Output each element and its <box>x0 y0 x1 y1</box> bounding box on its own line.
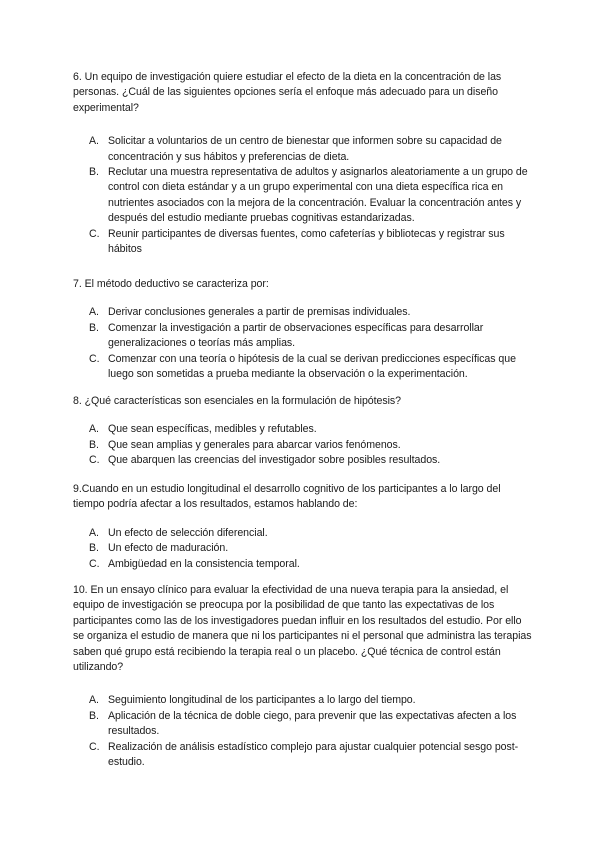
options-list <box>73 693 533 770</box>
option-text: Que sean amplias y generales para abarcar varios fenómenos. <box>108 438 401 451</box>
option-b <box>73 709 533 740</box>
question-stem: 7. El método deductivo se caracteriza por: <box>73 278 269 290</box>
option-c <box>73 227 533 258</box>
option-letter: C. <box>89 557 100 570</box>
option-b <box>73 438 533 453</box>
option-letter: A. <box>89 526 99 539</box>
option-text: Un efecto de selección diferencial. <box>108 526 268 539</box>
option-b <box>73 541 533 556</box>
option-text: Aplicación de la técnica de doble ciego, para prevenir que las expectativas afecten a los resultados. <box>108 709 517 738</box>
option-text: Que sean específicas, medibles y refutables. <box>108 423 317 436</box>
option-letter: C. <box>89 454 100 467</box>
option-letter: B. <box>89 438 99 451</box>
question-8 <box>73 394 533 469</box>
option-letter: B. <box>89 166 99 179</box>
options-list <box>73 305 533 382</box>
question-stem: 9.Cuando en un estudio longitudinal el desarrollo cognitivo de los participantes a lo largo del tiempo podría afectar a los resultados, estamos hablando de: <box>73 483 501 511</box>
options-list <box>73 134 533 257</box>
question-stem: 10. En un ensayo clínico para evaluar la efectividad de una nueva terapia para la ansiedad, el equipo de investigación se preocupa por la posibilidad de que tanto las expectativas de los participantes como las de los investigadores puedan influir en los resultados del estudio. Por ello se organiza el estudio de manera que ni los participantes ni el personal que administra las terapias saben qué grupo está recibiendo la terapia real o un placebo. ¿Qué técnica de control están utilizando? <box>73 584 532 674</box>
option-text: Que abarquen las creencias del investigador sobre posibles resultados. <box>108 454 441 467</box>
option-text: Reunir participantes de diversas fuentes, como cafeterías y bibliotecas y registrar sus hábitos <box>108 227 505 256</box>
question-6 <box>73 70 533 257</box>
option-letter: C. <box>89 352 100 365</box>
option-a <box>73 305 533 320</box>
option-text: Ambigüedad en la consistencia temporal. <box>108 557 300 570</box>
option-letter: B. <box>89 542 99 555</box>
option-b <box>73 321 533 352</box>
option-letter: B. <box>89 321 99 334</box>
option-c <box>73 740 533 771</box>
question-7 <box>73 277 533 382</box>
option-text: Comenzar con una teoría o hipótesis de la cual se derivan predicciones específicas que luego son sometidas a prueba mediante la observación o la experimentación. <box>108 352 516 381</box>
option-c <box>73 453 533 468</box>
option-letter: A. <box>89 694 99 707</box>
option-text: Derivar conclusiones generales a partir de premisas individuales. <box>108 306 411 319</box>
options-list <box>73 422 533 468</box>
option-letter: C. <box>89 227 100 240</box>
option-a <box>73 134 533 165</box>
question-10 <box>73 583 533 770</box>
option-text: Un efecto de maduración. <box>108 542 229 555</box>
option-a <box>73 693 533 708</box>
option-text: Solicitar a voluntarios de un centro de bienestar que informen sobre su capacidad de concentración y sus hábitos y preferencias de dieta. <box>108 135 502 163</box>
option-a <box>73 526 533 541</box>
option-letter: C. <box>89 740 100 753</box>
option-text: Comenzar la investigación a partir de observaciones específicas para desarrollar generalizaciones o teorías más amplias. <box>108 321 484 350</box>
question-stem: 8. ¿Qué características son esenciales en la formulación de hipótesis? <box>73 395 402 407</box>
option-letter: B. <box>89 709 99 722</box>
option-letter: A. <box>89 135 99 148</box>
option-a <box>73 422 533 437</box>
option-text: Reclutar una muestra representativa de adultos y asignarlos aleatoriamente a un grupo de control con dieta estándar y a un grupo experimental con una dieta específica rica en nutrientes asociados con la mejora de la concentración. Evaluar la concentración antes y después del estudio mediante pruebas cognitivas estandarizadas. <box>108 166 528 225</box>
option-text: Seguimiento longitudinal de los participantes a lo largo del tiempo. <box>108 694 416 707</box>
options-list <box>73 526 533 572</box>
option-letter: A. <box>89 423 99 436</box>
option-b <box>73 165 533 227</box>
option-c <box>73 352 533 383</box>
option-c <box>73 557 533 572</box>
option-text: Realización de análisis estadístico complejo para ajustar cualquier potencial sesgo post-estudio. <box>108 740 519 769</box>
question-stem: 6. Un equipo de investigación quiere estudiar el efecto de la dieta en la concentración de las personas. ¿Cuál de las siguientes opciones sería el enfoque más adecuado para un diseño experimental? <box>73 71 502 114</box>
option-letter: A. <box>89 306 99 319</box>
question-9 <box>73 482 533 572</box>
